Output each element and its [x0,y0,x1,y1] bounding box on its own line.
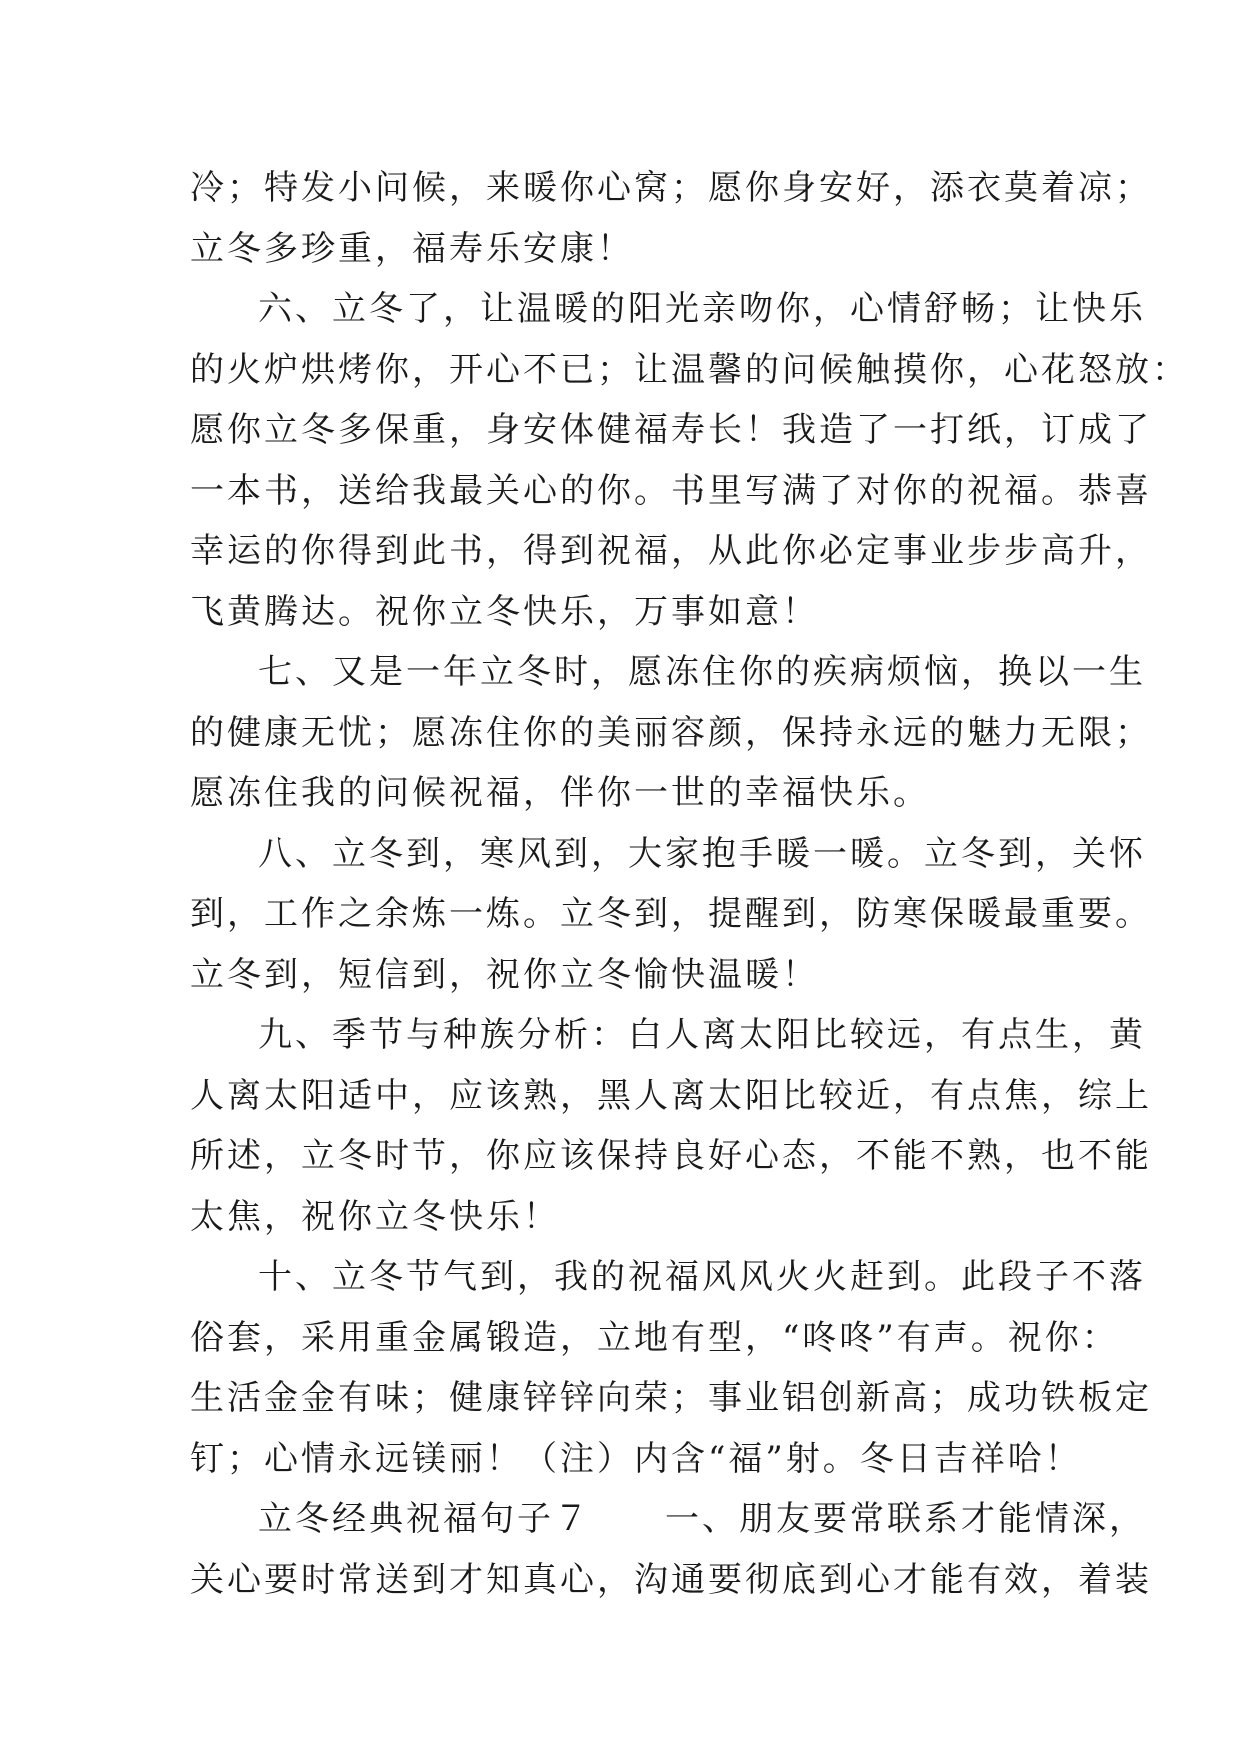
text-line: 飞黄腾达。祝你立冬快乐，万事如意！ [190,591,819,632]
text-line: 的健康无忧；愿冻住你的美丽容颜，保持永远的魅力无限； [190,712,1152,753]
text-line: 六、立冬了，让温暖的阳光亲吻你，心情舒畅；让快乐 [258,289,1146,329]
document-body [190,158,1189,1610]
text-line: 人离太阳适中，应该熟，黑人离太阳比较近，有点焦，综上 [190,1075,1152,1116]
text-line: 幸运的你得到此书，得到祝福，从此你必定事业步步高升， [190,531,1152,571]
text-line: 愿冻住我的问候祝福，伴你一世的幸福快乐。 [190,773,930,813]
text-line: 所述，立冬时节，你应该保持良好心态，不能不熟，也不能 [190,1136,1152,1176]
text-line: 钉；心情永远镁丽！（注）内含“福”射。冬日吉祥哈！ [190,1438,1082,1479]
text-line: 愿你立冬多保重，身安体健福寿长！我造了一打纸，订成了 [190,410,1152,450]
text-line: 立冬经典祝福句子７ 一、朋友要常联系才能情深， [258,1499,1146,1539]
text-line: 的火炉烘烤你，开心不已；让温馨的问候触摸你，心花怒放： [190,349,1189,390]
text-line: 太焦，祝你立冬快乐！ [190,1196,560,1237]
text-line: 十、立冬节气到，我的祝福风风火火赶到。此段子不落 [258,1257,1146,1297]
text-line: 生活金金有味；健康锌锌向荣；事业铝创新高；成功铁板定 [190,1378,1152,1418]
text-line: 到，工作之余炼一炼。立冬到，提醒到，防寒保暖最重要。 [190,894,1152,934]
text-line: 一本书，送给我最关心的你。书里写满了对你的祝福。恭喜 [190,470,1152,511]
text-line: 冷；特发小问候，来暖你心窝；愿你身安好，添衣莫着凉； [190,168,1152,208]
text-line: 关心要时常送到才知真心，沟通要彻底到心才能有效，着装 [190,1559,1152,1600]
text-line: 八、立冬到，寒风到，大家抱手暖一暖。立冬到，关怀 [258,833,1146,874]
text-line: 七、又是一年立冬时，愿冻住你的疾病烦恼，换以一生 [258,652,1146,692]
text-line: 立冬到，短信到，祝你立冬愉快温暖！ [190,954,819,995]
text-line: 俗套，采用重金属锻造，立地有型，“咚咚”有声。祝你： [190,1317,1119,1358]
text-line: 九、季节与种族分析：白人离太阳比较远，有点生，黄 [258,1015,1146,1055]
text-line: 立冬多珍重，福寿乐安康！ [190,228,634,269]
